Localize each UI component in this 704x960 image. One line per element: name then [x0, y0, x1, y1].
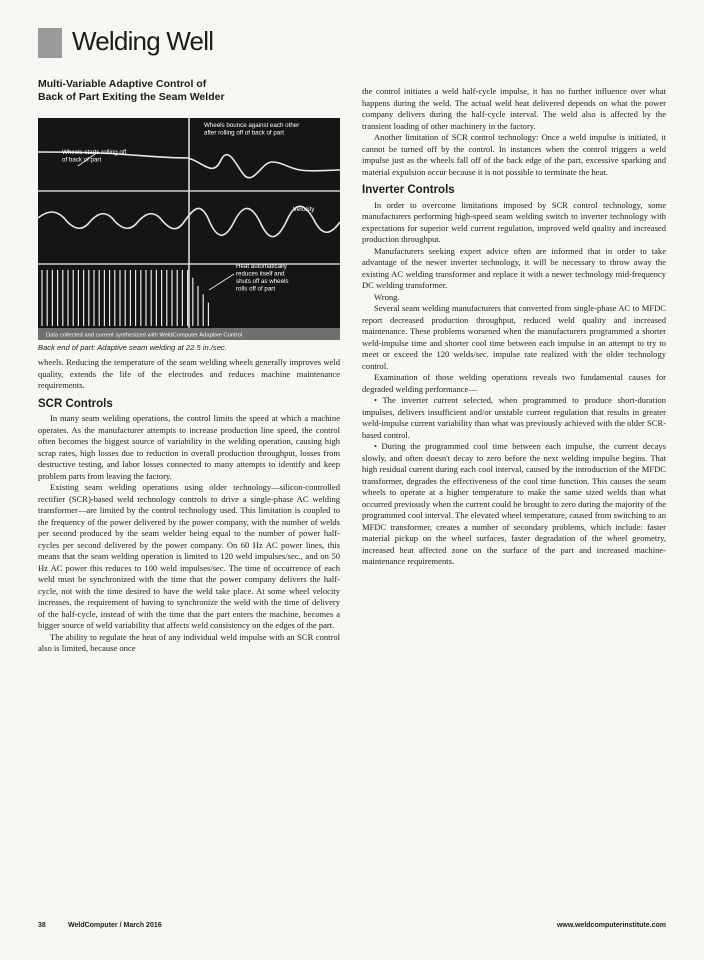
annotation-roll-off: Wheels starts rolling off of back of part — [62, 149, 127, 164]
paragraph: In many seam welding operations, the control limits the speed at which a machine operates. As the manufacturer attempts to increase production line speed, the control often becomes the biggest source of variability in the welding operation, causing high scrap rates, high losses due to reduction in overall production throughput, losses from destructive testing, and labor losses connected to many attempts to identify and keep problem parts from leaving the factory. — [38, 413, 340, 481]
waveform-figure — [38, 118, 340, 340]
paragraph: Another limitation of SCR control technology: Once a weld impulse is initiated, it cannot be turned off by the control. In instances when the control triggers a weld impulse just as the wheels fall off of the back edge of the part, excessive sparking and material expulsion occur because it is not possible to terminate the heat. — [362, 132, 666, 177]
bullet-item: • During the programmed cool time between each impulse, the current decays slowly, and often doesn't decay to zero before the next welding impulse begins. That high residual current during each cool interval, caused by the introduction of the MFDC transformer, degrades the effectiveness of the cool time function. This causes the seam wheels to operate at a higher temperature to make the same sized welds than what occurred previously when the current could be brought to zero during the majority of the programmed cool interval. The elevated wheel temperature, caused from switching to an MFDC transformer, creates a number of secondary problems, which include: faster material pickup on the wheel surfaces, faster degradation of the wheel geometry, increased heat affected zone on the surface of the part and increased machine-maintenance requirements. — [362, 441, 666, 566]
article-title — [38, 78, 338, 104]
paragraph-wrong: Wrong. — [374, 291, 400, 302]
annotation-velocity: Velocity — [293, 206, 315, 213]
annotation-heat: Heat automatically reduces itself and shuts off as wheels rolls off of part — [236, 263, 289, 293]
right-column — [362, 86, 666, 568]
footer-publication: WeldComputer / March 2016 — [68, 922, 162, 929]
paragraph: In order to overcome limitations imposed by SCR control technology, some manufacturers performing high-speed seam welding switch to inverter technology with expectations for superior weld current regulation, improved weld quality and increased production throughput. — [362, 199, 666, 244]
article-title-line1: Multi-Variable Adaptive Control of — [38, 78, 207, 90]
paragraph: Several seam welding manufacturers that converted from single-phase AC to MFDC report decreased production throughput, reduced weld quality and increased maintenance. These problems worsened when the manufacturers programmed a shorter weld-impulse time and shorter cool time between each impulse in an attempt to try to meet or exceed the 120 welds/sec. impulse rate realized with the older technology control. — [362, 303, 666, 371]
heading-inverter-controls: Inverter Controls — [362, 184, 455, 196]
header-color-block — [38, 28, 62, 58]
paragraph-intro: wheels. Reducing the temperature of the seam welding wheels generally improves weld quality, extends the life of the electrodes and reduces machine maintenance requirements. — [38, 357, 340, 390]
figure-banner: Data collected and current synthesized with WeldComputer Adaptive Control — [46, 332, 243, 339]
section-header — [38, 28, 338, 58]
waveform-plot — [38, 118, 340, 340]
paragraph: Examination of those welding operations reveals two fundamental causes for degraded welding performance— — [362, 372, 666, 394]
left-column — [38, 357, 340, 655]
paragraph: the control initiates a weld half-cycle impulse, it has no further influence over what happens during the weld. The actual weld heat delivered depends on what the power company delivers during the half-cycle interval. The weld also is affected by the transient loading of other machinery in the factory. — [362, 86, 666, 131]
figure-caption: Back end of part: Adaptive seam welding at 22.5 in./sec. — [38, 343, 227, 352]
heading-scr-controls: SCR Controls — [38, 397, 113, 410]
article-title-line2: Back of Part Exiting the Seam Welder — [38, 91, 225, 103]
paragraph: Manufacturers seeking expert advice often are informed that in order to take advantage of the newer inverter technology, it will be necessary to throw away the existing AC welding transformer and replace it with a newer technology mid-frequency DC welding transformer. — [362, 245, 666, 290]
section-title: Welding Well — [72, 26, 214, 56]
paragraph: The ability to regulate the heat of any individual weld impulse with an SCR control also is limited, because once — [38, 631, 340, 653]
page-number: 38 — [38, 922, 46, 929]
paragraph: Existing seam welding operations using older technology—silicon-controlled rectifier (SCR)-based weld technology controls to drive a single-phase AC welding transformer—are limited by the control technology used. This limitation is coupled to the frequency of the power delivered by the power company, with the number of welds per second produced by the seam welder being equal to the number of power half-cycles per second delivered by the power company. On 60 Hz AC power lines, this means that the seam welding operation is limited to 120 weld impulses/sec., and on 50 Hz AC power this reduces to 100 weld impulses/sec. The time of occurrence of each weld must be synchronized with the time that the power company delivers the half-cycle, not with the time desired to have the weld take place. At some wheel velocity increases, the requirement of having to synchronize the weld with the time of delivery of the half-cycle, instead of with the time that the part enters the machine, becomes a bigger source of weld variability that affects weld consistency on the edges of the part. — [38, 482, 340, 630]
footer-website: www.weldcomputerinstitute.com — [556, 922, 666, 929]
annotation-bounce: Wheels bounce against each other after rolling off of back of part — [204, 122, 300, 137]
bullet-item: • The inverter current selected, when programmed to produce short-duration impulses, delivers insufficient and/or unstable current regulation that results in greater weld-impulse current variability than what was previously achieved with the older SCR-based control. — [362, 395, 666, 440]
